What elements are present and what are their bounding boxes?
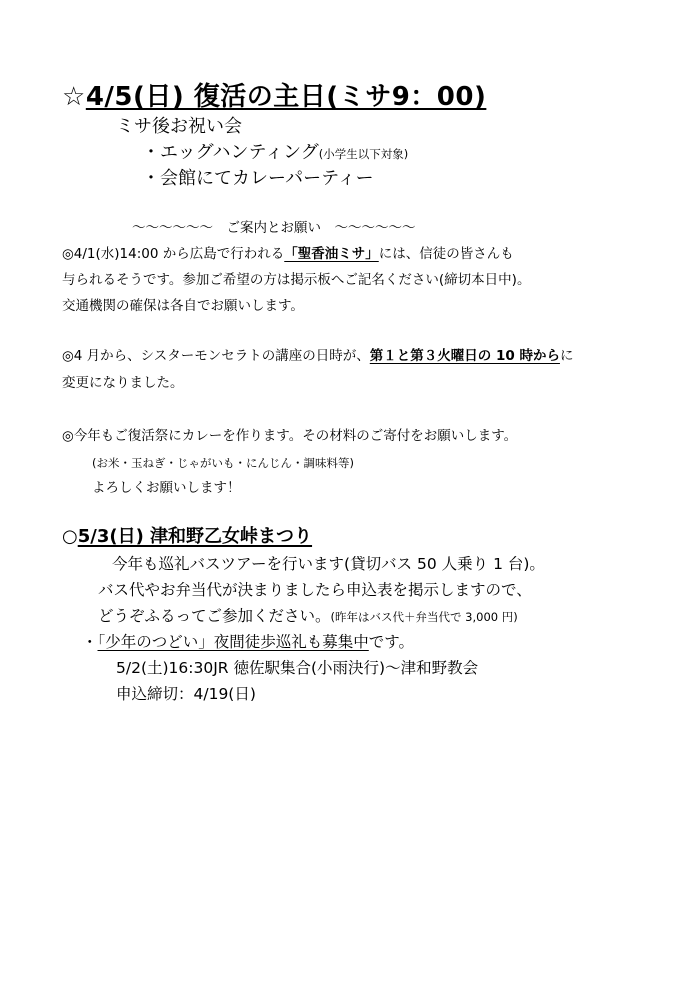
egg-hunting-item [142, 144, 408, 162]
star-icon: ☆ [62, 82, 86, 112]
circle-icon: ○ [62, 526, 78, 547]
festival-line4: ・「少年のつどい」夜間徒歩巡礼も募集中です。 [82, 633, 415, 651]
festival-line3: どうぞふるってご参加ください。(昨年はバス代＋弁当代で 3,000 円) [98, 607, 518, 625]
festival-line6: 申込締切：4/19(日) [116, 685, 256, 703]
festival-heading [62, 528, 312, 546]
notice-curry-ingredients: (お米・玉ねぎ・じゃがいも・にんじん・調味料等) [92, 456, 354, 470]
notice-chrism-line2: 与られるそうです。参加ご希望の方は掲示板へご記名ください(締切本日中)。 [62, 272, 531, 288]
notices-header: ～～～～～～ ご案内とお願い ～～～～～～ [132, 220, 416, 236]
notice-lecture-line2: 変更になりました。 [62, 375, 184, 391]
lecture-schedule-emph: 第１と第３火曜日の 10 時から [369, 348, 560, 364]
festival-line2: バス代やお弁当代が決まりましたら申込表を掲示しますので、 [98, 581, 532, 599]
celebration-label: ミサ後お祝い会 [116, 116, 242, 137]
notice-curry-line1: ◎今年もご復活祭にカレーを作ります。その材料のご寄付をお願いします。 [62, 428, 518, 444]
notice-lecture-line1: ◎4 月から、シスターモンセラトの講座の日時が、第１と第３火曜日の 10 時からに [62, 348, 574, 364]
easter-heading [62, 84, 486, 110]
easter-title: 4/5(日) 復活の主日(ミサ9：00) [85, 82, 487, 112]
notice-curry-thanks: よろしくお願いします！ [92, 480, 241, 496]
festival-line1: 今年も巡礼バスツアーを行います(貸切バス 50 人乗り 1 台)。 [112, 555, 545, 573]
curry-party-item: ・会館にてカレーパーティー [142, 168, 374, 189]
egg-hunting-note: (小学生以下対象) [318, 147, 409, 161]
festival-cost-note: (昨年はバス代＋弁当代で 3,000 円) [330, 610, 518, 624]
festival-title: 5/3(日) 津和野乙女峠まつり [77, 526, 313, 547]
festival-line5: 5/2(土)16:30JR 徳佐駅集合(小雨決行)～津和野教会 [116, 659, 479, 677]
notice-chrism-line3: 交通機関の確保は各自でお願いします。 [62, 298, 304, 314]
youth-pilgrimage-emph: 「少年のつどい」夜間徒歩巡礼も募集中 [97, 633, 369, 651]
chrism-mass-emph: 「聖香油ミサ」 [284, 246, 379, 262]
egg-hunting-label: ・エッグハンティング [142, 142, 319, 163]
notice-chrism-line1: ◎4/1(水)14:00 から広島で行われる「聖香油ミサ」には、信徒の皆さんも [62, 246, 514, 262]
